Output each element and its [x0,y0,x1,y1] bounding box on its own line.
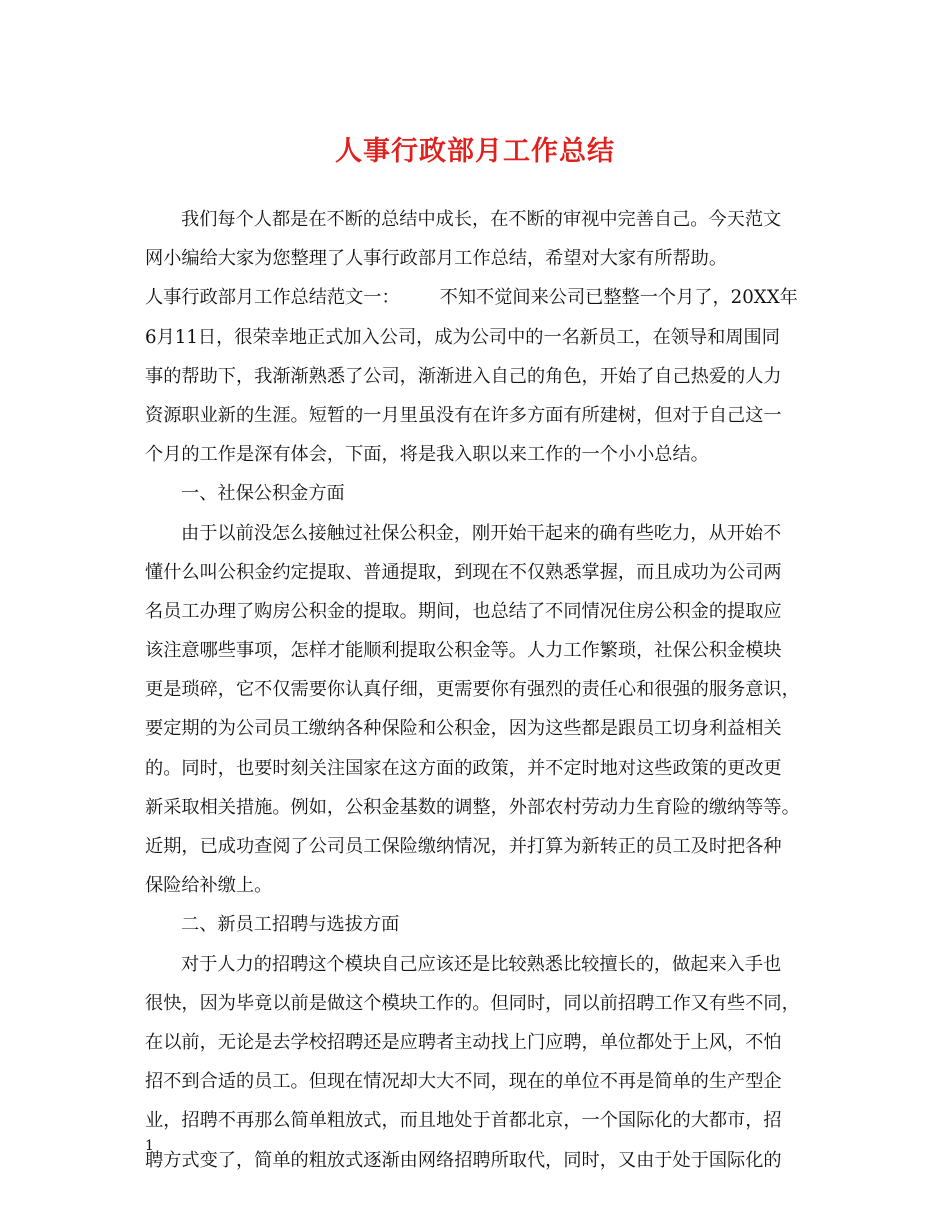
paragraph-line [145,278,810,317]
paragraph-line: 要定期的为公司员工缴纳各种保险和公积金，因为这些都是跟员工切身利益相关 [145,718,782,740]
paragraph-line: 保险给补缴上。 [145,875,273,897]
section-label: 人事行政部月工作总结范文一： [145,287,400,309]
paragraph-text: 不知不觉间来公司已整整一个月了，20XX年 [439,287,798,309]
paragraph-line: 6月11日，很荣幸地正式加入公司，成为公司中的一名新员工，在领导和周围同 [145,326,780,348]
paragraph-line: 招不到合适的员工。但现在情况却大大不同，现在的单位不再是简单的生产型企 [145,1071,782,1093]
paragraph-line: 懂什么叫公积金约定提取、普通提取，到现在不仅熟悉掌握，而且成功为公司两 [145,561,782,583]
document-title: 人事行政部月工作总结 [335,136,615,167]
paragraph-line: 的。同时，也要时刻关注国家在这方面的政策，并不定时地对这些政策的更改更 [145,757,782,779]
paragraph-line: 聘方式变了，简单的粗放式逐渐由网络招聘所取代，同时，又由于处于国际化的 [145,1149,782,1171]
paragraph-line: 对于人力的招聘这个模块自己应该还是比较熟悉比较擅长的，做起来入手也 [181,953,782,975]
page-number: 1 [145,1138,154,1154]
paragraph-line: 资源职业新的生涯。短暂的一月里虽没有在许多方面有所建树，但对于自己这一 [145,404,782,426]
section-heading: 一、社保公积金方面 [181,483,345,505]
paragraph-line: 该注意哪些事项，怎样才能顺利提取公积金等。人力工作繁琐，社保公积金模块 [145,640,782,662]
document-body [145,200,810,1180]
paragraph-line: 在以前，无论是去学校招聘还是应聘者主动找上门应聘，单位都处于上风，不怕 [145,1031,782,1053]
paragraph-line: 个月的工作是深有体会，下面，将是我入职以来工作的一个小小总结。 [145,444,709,466]
paragraph-line: 很快，因为毕竟以前是做这个模块工作的。但同时，同以前招聘工作又有些不同， [145,992,800,1014]
paragraph-line: 事的帮助下，我渐渐熟悉了公司，渐渐进入自己的角色，开始了自己热爱的人力 [145,365,782,387]
paragraph-line: 更是琐碎，它不仅需要你认真仔细，更需要你有强烈的责任心和很强的服务意识， [145,679,800,701]
paragraph-line: 新采取相关措施。例如，公积金基数的调整，外部农村劳动力生育险的缴纳等等。 [145,796,800,818]
paragraph-line: 由于以前没怎么接触过社保公积金，刚开始干起来的确有些吃力，从开始不 [181,522,782,544]
paragraph-line: 近期，已成功查阅了公司员工保险缴纳情况，并打算为新转正的员工及时把各种 [145,836,782,857]
paragraph-line: 网小编给大家为您整理了人事行政部月工作总结，希望对大家有所帮助。 [145,248,728,270]
paragraph-line: 我们每个人都是在不断的总结中成长，在不断的审视中完善自己。今天范文 [181,209,782,230]
paragraph-line: 业，招聘不再那么简单粗放式，而且地处于首都北京，一个国际化的大都市，招 [145,1110,782,1132]
paragraph-line: 名员工办理了购房公积金的提取。期间，也总结了不同情况住房公积金的提取应 [145,600,782,622]
section-heading: 二、新员工招聘与选拔方面 [181,914,400,936]
